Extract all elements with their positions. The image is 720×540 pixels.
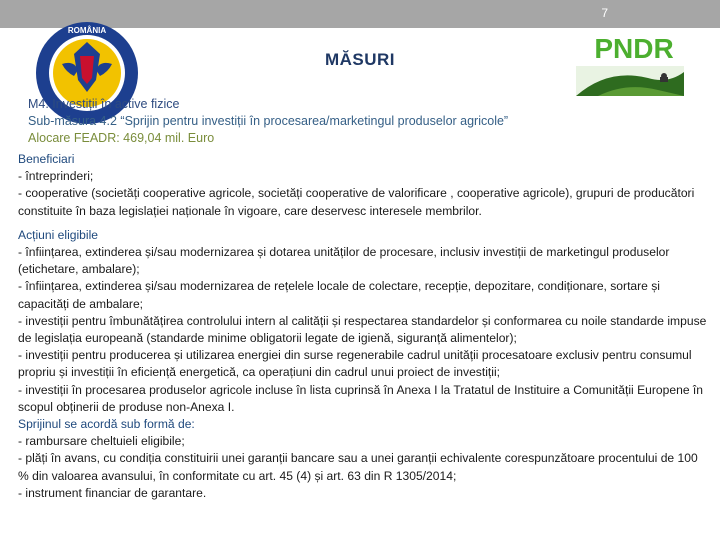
list-item: - întreprinderi; [18, 169, 94, 184]
list-item: - investiții în procesarea produselor agricole incluse în lista cuprinsă în Anexa I la Tratatul de Instituire a Comunității Europene în scopul obținerii de produse non-Anexa I. [18, 382, 704, 414]
list-item: - investiții pentru îmbunătățirea controlului intern al calității și respectarea standardelor și conformarea cu noile standarde impuse de legislația europeană (standarde minime obligatorii legate de igienă, siguranță alimentelor); [18, 313, 707, 346]
slide-body [18, 151, 710, 502]
submeasure-line: Sub-măsura 4.2 “Sprijin pentru investiții în procesarea/marketingul produselor agricole” [28, 114, 509, 128]
pndr-logo-text: PNDR [594, 33, 674, 64]
page-number: 7 [601, 6, 608, 20]
crest-text: ROMÂNIA [67, 26, 107, 35]
slide-title: MĂSURI [324, 50, 396, 69]
section-heading-sprijin: Sprijinul se acordă sub formă de: [18, 417, 195, 432]
allocation-line: Alocare FEADR: 469,04 mil. Euro [28, 131, 215, 145]
section-heading-actiuni-eligibile: Acțiuni eligibile [18, 227, 98, 242]
list-item: - plăți în avans, cu condiția constituirii unei garanții bancare sau a unei garanții echivalente corespunzătoare procentului de 100 % din valoarea avansului, în conformitate cu art. 45 (4) și art. 63 din R 1305/2014; [18, 451, 698, 483]
list-item: - înființarea, extinderea și/sau modernizarea și dotarea unităților de procesare, inclusiv investiții de marketingul produselor (etichetare, ambalare); [18, 245, 670, 277]
measure-block [28, 96, 508, 147]
list-item: - cooperative (societăți cooperative agricole, societăți cooperative de valorificare , cooperative agricole), grupuri de producători constituite în baza legislației naționale în vigoare, care deservesc interesele membrilor. [18, 186, 695, 218]
list-item: - investiții pentru producerea și utilizarea energiei din surse regenerabile cadrul unității procesatoare exclusiv pentru consumul propriu și investiții în eficiență energetică, ca operațiuni din cadrul unui proiect de investiții; [18, 348, 692, 380]
list-item: - rambursare cheltuieli eligibile; [18, 434, 185, 449]
measure-line: M4. Investiții în active fizice [28, 97, 180, 111]
list-item: - înființarea, extinderea și/sau modernizarea de rețelele locale de colectare, recepție, depozitare, condiționare, sortare și capacități de ambalare; [18, 279, 660, 311]
list-item: - instrument financiar de garantare. [18, 485, 207, 500]
pndr-logo [568, 32, 692, 122]
section-heading-beneficiari: Beneficiari [18, 152, 75, 166]
